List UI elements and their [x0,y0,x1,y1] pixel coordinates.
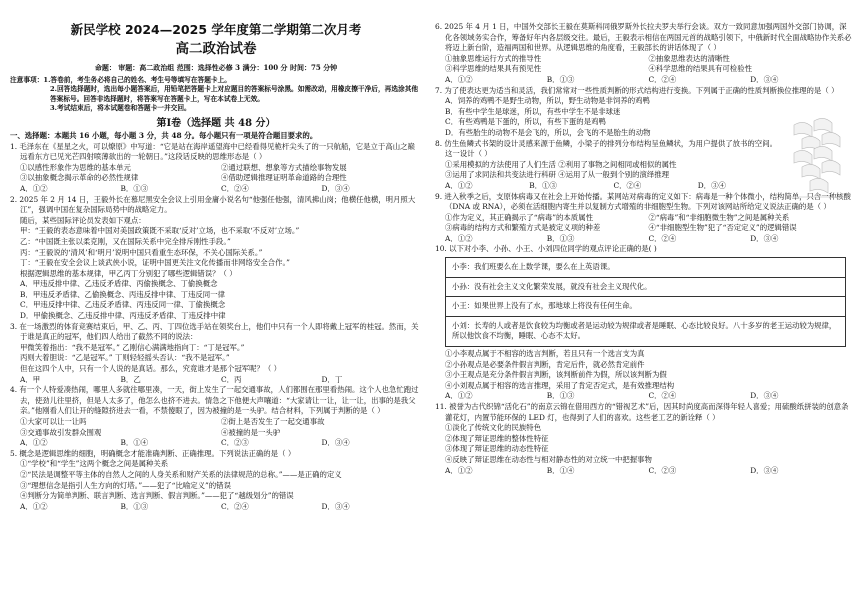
statement: ②通过联想、想象等方式描绘事物发展 [221,162,347,172]
options [435,466,852,477]
statement: ②“病毒”和“非细胞微生物”之间是属种关系 [648,212,790,222]
option-a[interactable]: A．甲违反排中律、乙违反矛盾律、丙偷换概念、丁偷换概念 [20,279,218,289]
note-3: 3.考试结束后，将本试题卷和答题卡一并交回。 [50,104,191,113]
question-2 [10,195,422,322]
section-title: 第Ⅰ卷（选择题 共 48 分） [156,117,276,129]
option-d[interactable]: D．③④ [750,233,779,243]
question-1 [10,142,422,195]
option-b[interactable]: B．①③ [120,183,149,193]
question-stem: 6. 2025 年 4 月 1 日，中国外交部长王毅在莫斯科同俄罗斯外长拉夫罗夫举行会谈。双方一致同意加强两国外交部门协调，深化各领域务实合作，筹备好年内各层级交往。最后，王毅表示相信在两国元首的战略引领下，中俄新时代全面战略协作关系必将迈上新台阶，造福两国和世界。从逻辑思维的角度看，王毅部长的讲话体现了（ ） [435,22,852,53]
statement: ④科学思维的结果具有可检验性 [648,64,752,74]
exam-title: 新民学校 2024—2025 学年度第二学期第二次月考 [70,22,362,37]
option-b[interactable]: B．甲违反矛盾律、乙偷换概念、丙违反排中律、丁违反同一律 [20,289,225,299]
option-c[interactable]: C．②③ [221,438,249,448]
statement: ④反映了辩证思维在动态性与相对静态性的对立统一中把握事物 [445,454,652,464]
options [435,234,852,245]
options [10,375,422,386]
option-d[interactable]: D．③④ [321,501,350,511]
question-stem: 2. 2025 年 2 月 14 日，王毅外长在慕尼黑安全会议上引用金庸小说名句“他强任他强，清风拂山岗；他横任他横，明月照大江”，强调中国在复杂国际局势中的战略定力。 [10,194,416,215]
fish-scale-bookshelf-image [788,117,850,199]
statements [10,417,422,438]
opinion-xiaosun: 小孙：没有社会主义文化繁荣发展，就没有社会主义现代化。 [446,278,845,298]
note-2: 2.回答选择题时，选出每小题答案后，用铅笔把答题卡上对应题目的答案标号涂黑。如需改动，用橡皮擦干净后，再选涂其他答案标号。回答非选择题时，将答案写在答题卡上，写在本试卷上无效。 [50,85,419,103]
statement: ③以抽象概念揭示革命的必然性规律 [20,173,139,183]
question-3 [10,322,422,386]
statement: 随后，某些国际评论员发表如下观点： [20,215,146,225]
opinion-table [445,257,846,347]
statement: 乙：“中国既主张以柔克刚，又在国际关系中完全排斥刚性手段。” [20,236,231,246]
option-a[interactable]: A．饲养的鸡鸭不是野生动物，所以，野生动物是非饲养的鸡鸭 [445,96,650,106]
right-column [435,22,852,476]
question-6 [435,22,852,86]
statement: ④被撞的是一头驴 [221,427,281,437]
option-b[interactable]: B．乙 [120,374,141,384]
options [10,184,422,195]
statement: ②体现了辩证思维的整体性特征 [445,433,549,443]
question-4 [10,385,422,449]
question-stem: 1. 毛泽东在《星星之火，可以燎原》中写道：“它是站在海岸遥望海中已经看得见桅杆尖头了的一只航船，它是立于高山之巅远看东方已见光芒四射喷薄欲出的一轮朝日。”这段话反映的思维形态是（ ） [10,141,415,162]
statement: 根据逻辑思维的基本规律，甲乙丙丁分别犯了哪些逻辑错误？（ ） [20,268,237,278]
statement: ①以感性形象作为思维的基本单元 [20,162,131,172]
question-10 [435,244,852,402]
statement: ③病毒的结构方式和繁殖方式是被定义项的种差 [445,223,601,233]
statement: 丙则大着胆说：“乙是冠军。” 丁则轻轻摇头否认：“我不是冠军。” [20,353,230,363]
options [10,502,422,513]
option-a[interactable]: A．①② [20,438,48,448]
option-d[interactable]: D．③④ [321,183,350,193]
opinion-xiaoliu: 小刘：长寿的人或者是饮食较为均衡或者是运动较为规律或者是睡眠、心态比较良好。八十多岁的老王运动较为规律，所以他饮食不均衡，睡眠、心态不太好。 [452,320,837,341]
options [435,75,852,86]
option-c[interactable]: C．②③ [648,465,677,475]
opinion-xiaowang: 小王：如果世界上没有了水，那地球上将没有任何生命。 [446,297,845,317]
statement: ②街上是否发生了一起交通事故 [221,417,325,426]
question-5 [10,449,422,513]
statement: 丙：“王毅说的‘清风’和‘明月’说明中国只看重生态环保，不关心国际关系。” [20,247,263,257]
statements [435,54,852,75]
question-9 [435,192,852,245]
statements [10,163,422,184]
option-c[interactable]: C．有些鸡鸭是下蛋的，所以，有些下蛋的是鸡鸭 [445,117,606,127]
statement: ③小王观点是充分条件假言判断，该判断前件为假，所以该判断为假 [445,370,667,380]
statement: ①淡化了传统文化的民族特色 [445,423,542,433]
option-c[interactable]: C．②④ [648,233,677,243]
exam-subtitle: 高二政治试卷 [175,41,257,57]
option-b[interactable]: B．①③ [546,391,575,401]
statement: ①“学校”和“学生”这两个概念之间是属种关系 [20,459,169,469]
option-b[interactable]: B．①③ [529,180,557,190]
option-a[interactable]: A．甲 [20,374,41,384]
question-stem: 9. 进入秋季之后，支原体病毒又在社会上开始传播。某网站对病毒的定义如下：病毒是一种个体微小，结构简单，只含一种核酸（DNA 或 RNA），必须在活细胞内寄生并以复制方式增殖的非细胞型生物。下列对该网站所给定义说法正确的是（ ） [435,191,851,212]
question-stem: 11. 被誉为古代织锦“活化石”的南京云锦在借用西方的“错视艺术”后，因其时尚度高而深得年轻人喜爱；用硫酸纸拼装的创意条灌花灯，内置节能环保的 LED 灯，也得到了人们的喜欢。这些老工艺的新诠释（ ） [435,402,849,422]
option-b[interactable]: B．①④ [546,465,575,475]
exam-meta: 命题： 审题：高二政治组 范围：选择性必修 3 满分：100 分 时间：75 分钟 [94,63,338,72]
question-stem: 4. 有一个人特爱凑热闹，哪里人多就往哪里凑，一天，街上发生了一起交通事故，人们都围在那里看热闹。这个人也急忙跑过去，使劲儿往里挤，但是人太多了，他怎么也挤不进去。情急之下他便大声嚷道：“大家请让一让，让一让，出事的是我父亲。”他刚看人们让开的缝隙挤进去一看，不禁傻眼了，因为被撞的是一头驴。结合材料，下列属于判断的是（ ） [10,385,419,416]
option-a[interactable]: A．①② [445,74,473,84]
statements [435,213,852,234]
options [435,391,852,402]
option-c[interactable]: C．②④ [648,391,677,401]
statement: ④判断分为简单判断、联言判断、选言判断、假言判断。”——犯了“越级划分”的错误 [20,491,294,501]
option-d[interactable]: D．甲偷换概念、乙违反排中律、丙违反矛盾律、丁违反排中律 [20,311,226,321]
question-stem: 7. 为了使表达更为适当和灵活，我们常常对一些性质判断的形式结构进行变换。下列属于正确的性质判断换位推理的是（ ） [435,85,839,95]
statement: ④借助逻辑推理证明革命道路的合理性 [221,173,347,183]
left-column [10,0,422,512]
option-d[interactable]: D．③④ [750,465,779,475]
option-c[interactable]: C．②④ [648,74,677,84]
option-b[interactable]: B．①③ [546,233,575,243]
option-a[interactable]: A．①② [445,391,473,401]
statement: ①小李观点属于不相容的选言判断，若且只有一个选言支为真 [445,349,645,359]
question-8 [435,139,852,192]
option-b[interactable]: B．①③ [120,501,149,511]
statement: ③运用了求同法和共变法进行科研 ④运用了从一般到个别的演绎推理 [445,170,670,180]
question-stem: 3. 在一场激烈的体育竞赛结束后，甲、乙、丙、丁四位选手站在领奖台上，他们中只有一个人即将戴上冠军的桂冠。然而，关于谁是真正的冠军，他们四人给出了截然不同的说法： [10,321,419,342]
statement: ③科学思维的结果具有预见性 [445,64,542,74]
option-c[interactable]: C．丙 [221,374,242,384]
option-d[interactable]: D．有些胎生的动物不是会飞的，所以，会飞的不是胎生的动物 [445,127,651,137]
option-c[interactable]: C．②④ [221,501,249,511]
option-d[interactable]: D．丁 [321,374,343,384]
statement: ③交通事故引发群众围观 [20,427,102,437]
statement: 甲微笑着指出：“我不是冠军。” 乙刚信心满满地指向丁：“丁是冠军。” [20,342,245,352]
statement: ④“非细胞型生物”犯了“否定定义”的逻辑错误 [648,223,797,233]
option-c[interactable]: C．甲违反排中律、乙违反矛盾律、丙违反同一律、丁偷换概念 [20,300,226,310]
notes [10,76,422,114]
option-a[interactable]: A．①② [20,501,48,511]
statement: ②“民法是调整平等主体的自然人之间的人身关系和财产关系的法律规范的总称。”——是正确的定义 [20,469,342,479]
option-b[interactable]: B．①④ [120,438,149,448]
option-d[interactable]: D．③④ [321,438,350,448]
question-11 [435,402,852,476]
question-stem: 8. 仿生鱼鳞式书架的设计灵感来源于鱼鳞，小梁子的排列分布结构呈鱼鳞状，为用户提供了放书的空间。这一设计（ ） [435,138,777,159]
question-stem: 10. 以下对小李、小孙、小王、小刘四位同学的观点评论正确的是( ) [435,244,657,254]
statement: ①采用模拟的方法使用了人们生活 ②利用了事物之间相同或相似的属性 [445,159,677,169]
options [10,438,422,449]
option-a[interactable]: A．①② [445,465,473,475]
statement: ②小孙观点是必要条件假言判断，肯定后件，就必然肯定前件 [445,359,645,369]
statement: 丁：“王毅在安全会议上谈武侠小说，证明中国更关注文化传播而非网络安全合作。” [20,258,290,268]
note-1: 注意事项：1.答卷前，考生务必将自己的姓名、考生号等填写在答题卡上。 [10,75,231,84]
statement: 但在这四个人中，只有一个人说的是真话。那么，究竟谁才是那个冠军呢？（ ） [20,364,282,374]
statement: ②抽象思维表达的清晰性 [648,53,730,63]
statement: ①抽象思维运行方式的推导性 [445,53,542,63]
statement: ①作为定义，其正确揭示了“病毒”的本质属性 [445,212,593,222]
option-b[interactable]: B．①③ [546,74,575,84]
statement: 甲：“王毅的表态意味着中国对美国政策既不采取‘反对’立场，也不采取‘不反对’立场。” [20,226,300,236]
option-c[interactable]: C．②④ [613,180,642,190]
option-d[interactable]: D．③④ [697,180,726,190]
opinion-xiaoli: 小李：我们班要么在上数学课，要么在上英语课。 [446,258,845,278]
option-d[interactable]: D．③④ [750,74,779,84]
statement: ①大家可以让一让吗 [20,417,87,426]
question-stem: 5. 概念是逻辑思维的细胞，明确概念才能准确判断、正确推理。下列说法正确的是（ ） [10,448,296,458]
statement: ③“理想信念是指引人生方向的灯塔。”——犯了“比喻定义”的错误 [20,480,231,490]
option-a[interactable]: A．①② [445,180,473,190]
option-a[interactable]: A．①② [445,233,473,243]
option-c[interactable]: C．②④ [221,183,249,193]
statement: ③体现了辩证思维的动态性特征 [445,444,549,454]
section-instruction: 一、选择题：本题共 16 小题，每小题 3 分，共 48 分。每小题只有一项是符合题目要求的。 [10,130,318,140]
option-a[interactable]: A．①② [20,183,48,193]
option-b[interactable]: B．有些中学生是球迷，所以，有些中学生不是非球迷 [445,106,621,116]
option-d[interactable]: D．③④ [750,391,779,401]
statement: ④小刘观点属于相容的选言推理，采用了肯定否定式，是有效推理结构 [445,380,675,390]
